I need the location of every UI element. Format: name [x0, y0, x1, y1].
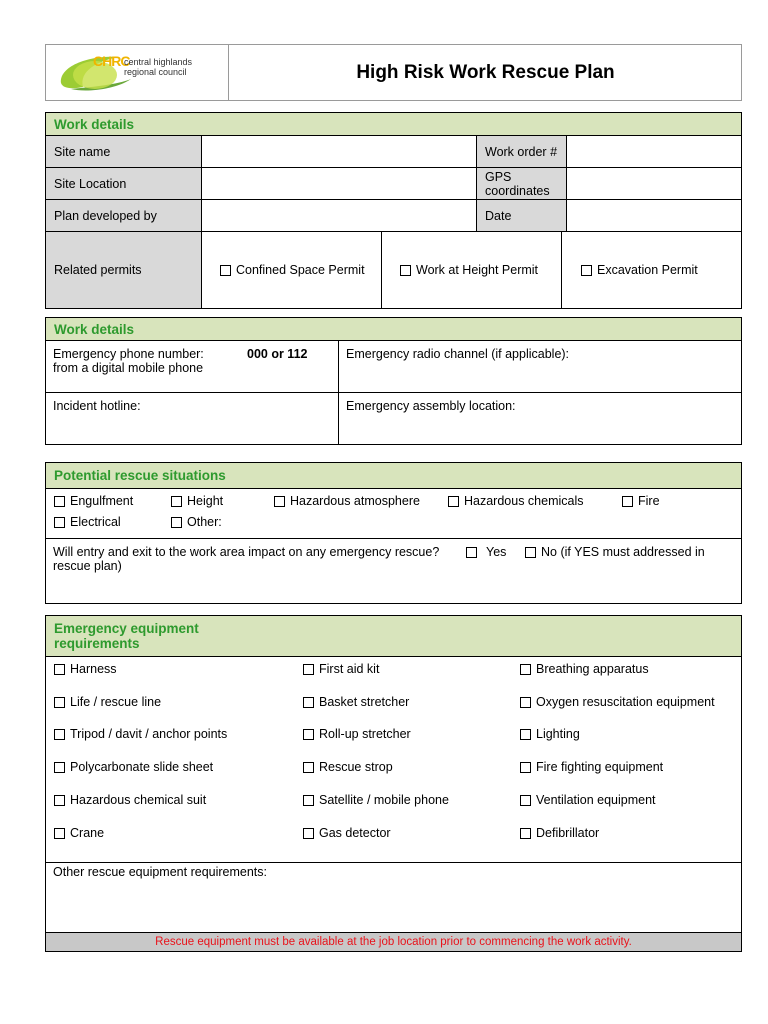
equipment-tripod-label: Tripod / davit / anchor points [70, 727, 228, 741]
incident-hotline-cell[interactable] [45, 392, 339, 445]
situation-hazardous-chemicals[interactable] [448, 494, 584, 508]
entry-exit-yes[interactable] [466, 545, 506, 559]
site-location-field[interactable] [201, 167, 477, 200]
equipment-chemical-suit-label: Hazardous chemical suit [70, 793, 207, 807]
permit-excavation[interactable] [561, 231, 742, 309]
entry-exit-question-line2: rescue plan) [53, 559, 122, 573]
equipment-basket-stretcher-label: Basket stretcher [319, 695, 410, 709]
equipment-defibrillator-label: Defibrillator [536, 826, 600, 840]
equipment-crane-checkbox[interactable] [54, 828, 65, 839]
equipment-first-aid-kit-label: First aid kit [319, 662, 380, 676]
gps-field[interactable] [566, 167, 742, 200]
date-label: Date [476, 199, 567, 232]
emergency-phone-line1: Emergency phone number: [53, 347, 204, 361]
situation-hazardous-chemicals-label: Hazardous chemicals [464, 494, 584, 508]
logo-line2: regional council [124, 67, 187, 77]
equipment-defibrillator[interactable] [520, 826, 599, 840]
permit-confined-space[interactable] [201, 231, 382, 309]
entry-exit-yes-checkbox[interactable] [466, 547, 477, 558]
equipment-life-line-label: Life / rescue line [70, 695, 162, 709]
equipment-heading-line2: requirements [54, 636, 140, 651]
permit-work-at-height-label: Work at Height Permit [416, 263, 539, 277]
equipment-lighting[interactable] [520, 727, 580, 741]
situation-other-label: Other: [187, 515, 222, 529]
gps-label-line1: GPS [485, 169, 512, 184]
equipment-lighting-checkbox[interactable] [520, 729, 531, 740]
situations-divider [45, 538, 742, 539]
equipment-crane[interactable] [54, 826, 104, 840]
situation-other[interactable] [171, 515, 222, 529]
gps-label-line2: coordinates [485, 183, 550, 198]
equipment-chemical-suit-checkbox[interactable] [54, 795, 65, 806]
equipment-rollup-stretcher-checkbox[interactable] [303, 729, 314, 740]
situation-hazardous-chemicals-checkbox[interactable] [448, 496, 459, 507]
situation-other-checkbox[interactable] [171, 517, 182, 528]
equipment-basket-stretcher[interactable] [303, 695, 409, 709]
site-name-field[interactable] [201, 135, 477, 168]
equipment-warning: Rescue equipment must be available at the job location prior to commencing the work activity. [45, 932, 742, 952]
equipment-divider [45, 862, 742, 863]
page-title: High Risk Work Rescue Plan [356, 61, 615, 83]
equipment-breathing-apparatus-label: Breathing apparatus [536, 662, 649, 676]
equipment-lighting-label: Lighting [536, 727, 580, 741]
equipment-defibrillator-checkbox[interactable] [520, 828, 531, 839]
permit-work-at-height[interactable] [381, 231, 562, 309]
equipment-rescue-strop-checkbox[interactable] [303, 762, 314, 773]
entry-exit-question [53, 545, 439, 573]
entry-exit-question-line1: Will entry and exit to the work area impact on any emergency rescue? [53, 545, 440, 559]
entry-exit-no-checkbox[interactable] [525, 547, 536, 558]
site-location-label: Site Location [45, 167, 202, 200]
equipment-gas-detector-checkbox[interactable] [303, 828, 314, 839]
permit-excavation-label: Excavation Permit [597, 263, 698, 277]
date-field[interactable] [566, 199, 742, 232]
assembly-location-cell[interactable] [338, 392, 742, 445]
equipment-tripod-checkbox[interactable] [54, 729, 65, 740]
logo-line1: central highlands [124, 57, 193, 67]
equipment-satellite-phone-label: Satellite / mobile phone [319, 793, 449, 807]
logo-abbr: CHRC [93, 53, 130, 69]
plan-developed-label: Plan developed by [45, 199, 202, 232]
logo-cell [45, 44, 229, 101]
plan-developed-field[interactable] [201, 199, 477, 232]
equipment-crane-label: Crane [70, 826, 105, 840]
equipment-slide-sheet-checkbox[interactable] [54, 762, 65, 773]
permit-confined-space-checkbox[interactable] [220, 265, 231, 276]
equipment-first-aid-kit-checkbox[interactable] [303, 664, 314, 675]
equipment-first-aid-kit[interactable] [303, 662, 379, 676]
equipment-fire-fighting-checkbox[interactable] [520, 762, 531, 773]
situation-hazardous-atmosphere-checkbox[interactable] [274, 496, 285, 507]
equipment-oxygen[interactable] [520, 695, 715, 709]
equipment-oxygen-label: Oxygen resuscitation equipment [536, 695, 715, 709]
equipment-harness[interactable] [54, 662, 117, 676]
situation-height[interactable] [171, 494, 223, 508]
site-name-label: Site name [45, 135, 202, 168]
situation-fire-checkbox[interactable] [622, 496, 633, 507]
entry-exit-no[interactable] [525, 545, 705, 559]
other-equipment-field[interactable] [53, 865, 738, 931]
emergency-phone-number: 000 or 112 [247, 347, 308, 361]
work-details-heading: Work details [45, 112, 742, 136]
equipment-rescue-strop-label: Rescue strop [319, 760, 393, 774]
assembly-location-label: Emergency assembly location: [346, 399, 516, 413]
situation-engulfment[interactable] [54, 494, 133, 508]
equipment-oxygen-checkbox[interactable] [520, 697, 531, 708]
situation-hazardous-atmosphere[interactable] [274, 494, 420, 508]
equipment-satellite-phone-checkbox[interactable] [303, 795, 314, 806]
emergency-details-heading: Work details [45, 317, 742, 341]
equipment-harness-label: Harness [70, 662, 117, 676]
situation-height-checkbox[interactable] [171, 496, 182, 507]
emergency-phone-line2: from a digital mobile phone [53, 361, 204, 375]
equipment-life-line[interactable] [54, 695, 161, 709]
equipment-rollup-stretcher[interactable] [303, 727, 411, 741]
permit-work-at-height-checkbox[interactable] [400, 265, 411, 276]
rescue-situations-heading: Potential rescue situations [45, 462, 742, 489]
equipment-heading-line1: Emergency equipment [54, 621, 199, 636]
situation-electrical-label: Electrical [70, 515, 121, 529]
situation-hazardous-atmosphere-label: Hazardous atmosphere [290, 494, 420, 508]
equipment-basket-stretcher-checkbox[interactable] [303, 697, 314, 708]
equipment-slide-sheet[interactable] [54, 760, 213, 774]
equipment-slide-sheet-label: Polycarbonate slide sheet [70, 760, 214, 774]
situation-fire-label: Fire [638, 494, 660, 508]
situation-height-label: Height [187, 494, 224, 508]
permit-excavation-checkbox[interactable] [581, 265, 592, 276]
equipment-ventilation[interactable] [520, 793, 656, 807]
situation-electrical[interactable] [54, 515, 121, 529]
equipment-satellite-phone[interactable] [303, 793, 449, 807]
situation-fire[interactable] [622, 494, 660, 508]
equipment-gas-detector-label: Gas detector [319, 826, 391, 840]
situation-electrical-checkbox[interactable] [54, 517, 65, 528]
emergency-phone-cell [45, 340, 339, 393]
incident-hotline-label: Incident hotline: [53, 399, 141, 413]
equipment-tripod[interactable] [54, 727, 227, 741]
radio-channel-label: Emergency radio channel (if applicable): [346, 347, 570, 361]
equipment-ventilation-checkbox[interactable] [520, 795, 531, 806]
equipment-gas-detector[interactable] [303, 826, 391, 840]
equipment-fire-fighting-label: Fire fighting equipment [536, 760, 664, 774]
other-equipment-label: Other rescue equipment requirements: [53, 865, 267, 879]
entry-exit-no-label: No (if YES must addressed in [541, 545, 705, 559]
equipment-harness-checkbox[interactable] [54, 664, 65, 675]
related-permits-label: Related permits [45, 231, 202, 309]
equipment-ventilation-label: Ventilation equipment [536, 793, 656, 807]
equipment-rollup-stretcher-label: Roll-up stretcher [319, 727, 411, 741]
equipment-heading [45, 615, 742, 657]
situation-engulfment-label: Engulfment [70, 494, 134, 508]
equipment-fire-fighting[interactable] [520, 760, 663, 774]
entry-exit-yes-label: Yes [486, 545, 507, 559]
gps-label [476, 167, 567, 200]
equipment-breathing-apparatus[interactable] [520, 662, 649, 676]
equipment-life-line-checkbox[interactable] [54, 697, 65, 708]
work-order-label: Work order # [476, 135, 567, 168]
work-order-field[interactable] [566, 135, 742, 168]
equipment-chemical-suit[interactable] [54, 793, 206, 807]
equipment-breathing-apparatus-checkbox[interactable] [520, 664, 531, 675]
equipment-rescue-strop[interactable] [303, 760, 393, 774]
situation-engulfment-checkbox[interactable] [54, 496, 65, 507]
radio-channel-cell[interactable] [338, 340, 742, 393]
permit-confined-space-label: Confined Space Permit [236, 263, 365, 277]
